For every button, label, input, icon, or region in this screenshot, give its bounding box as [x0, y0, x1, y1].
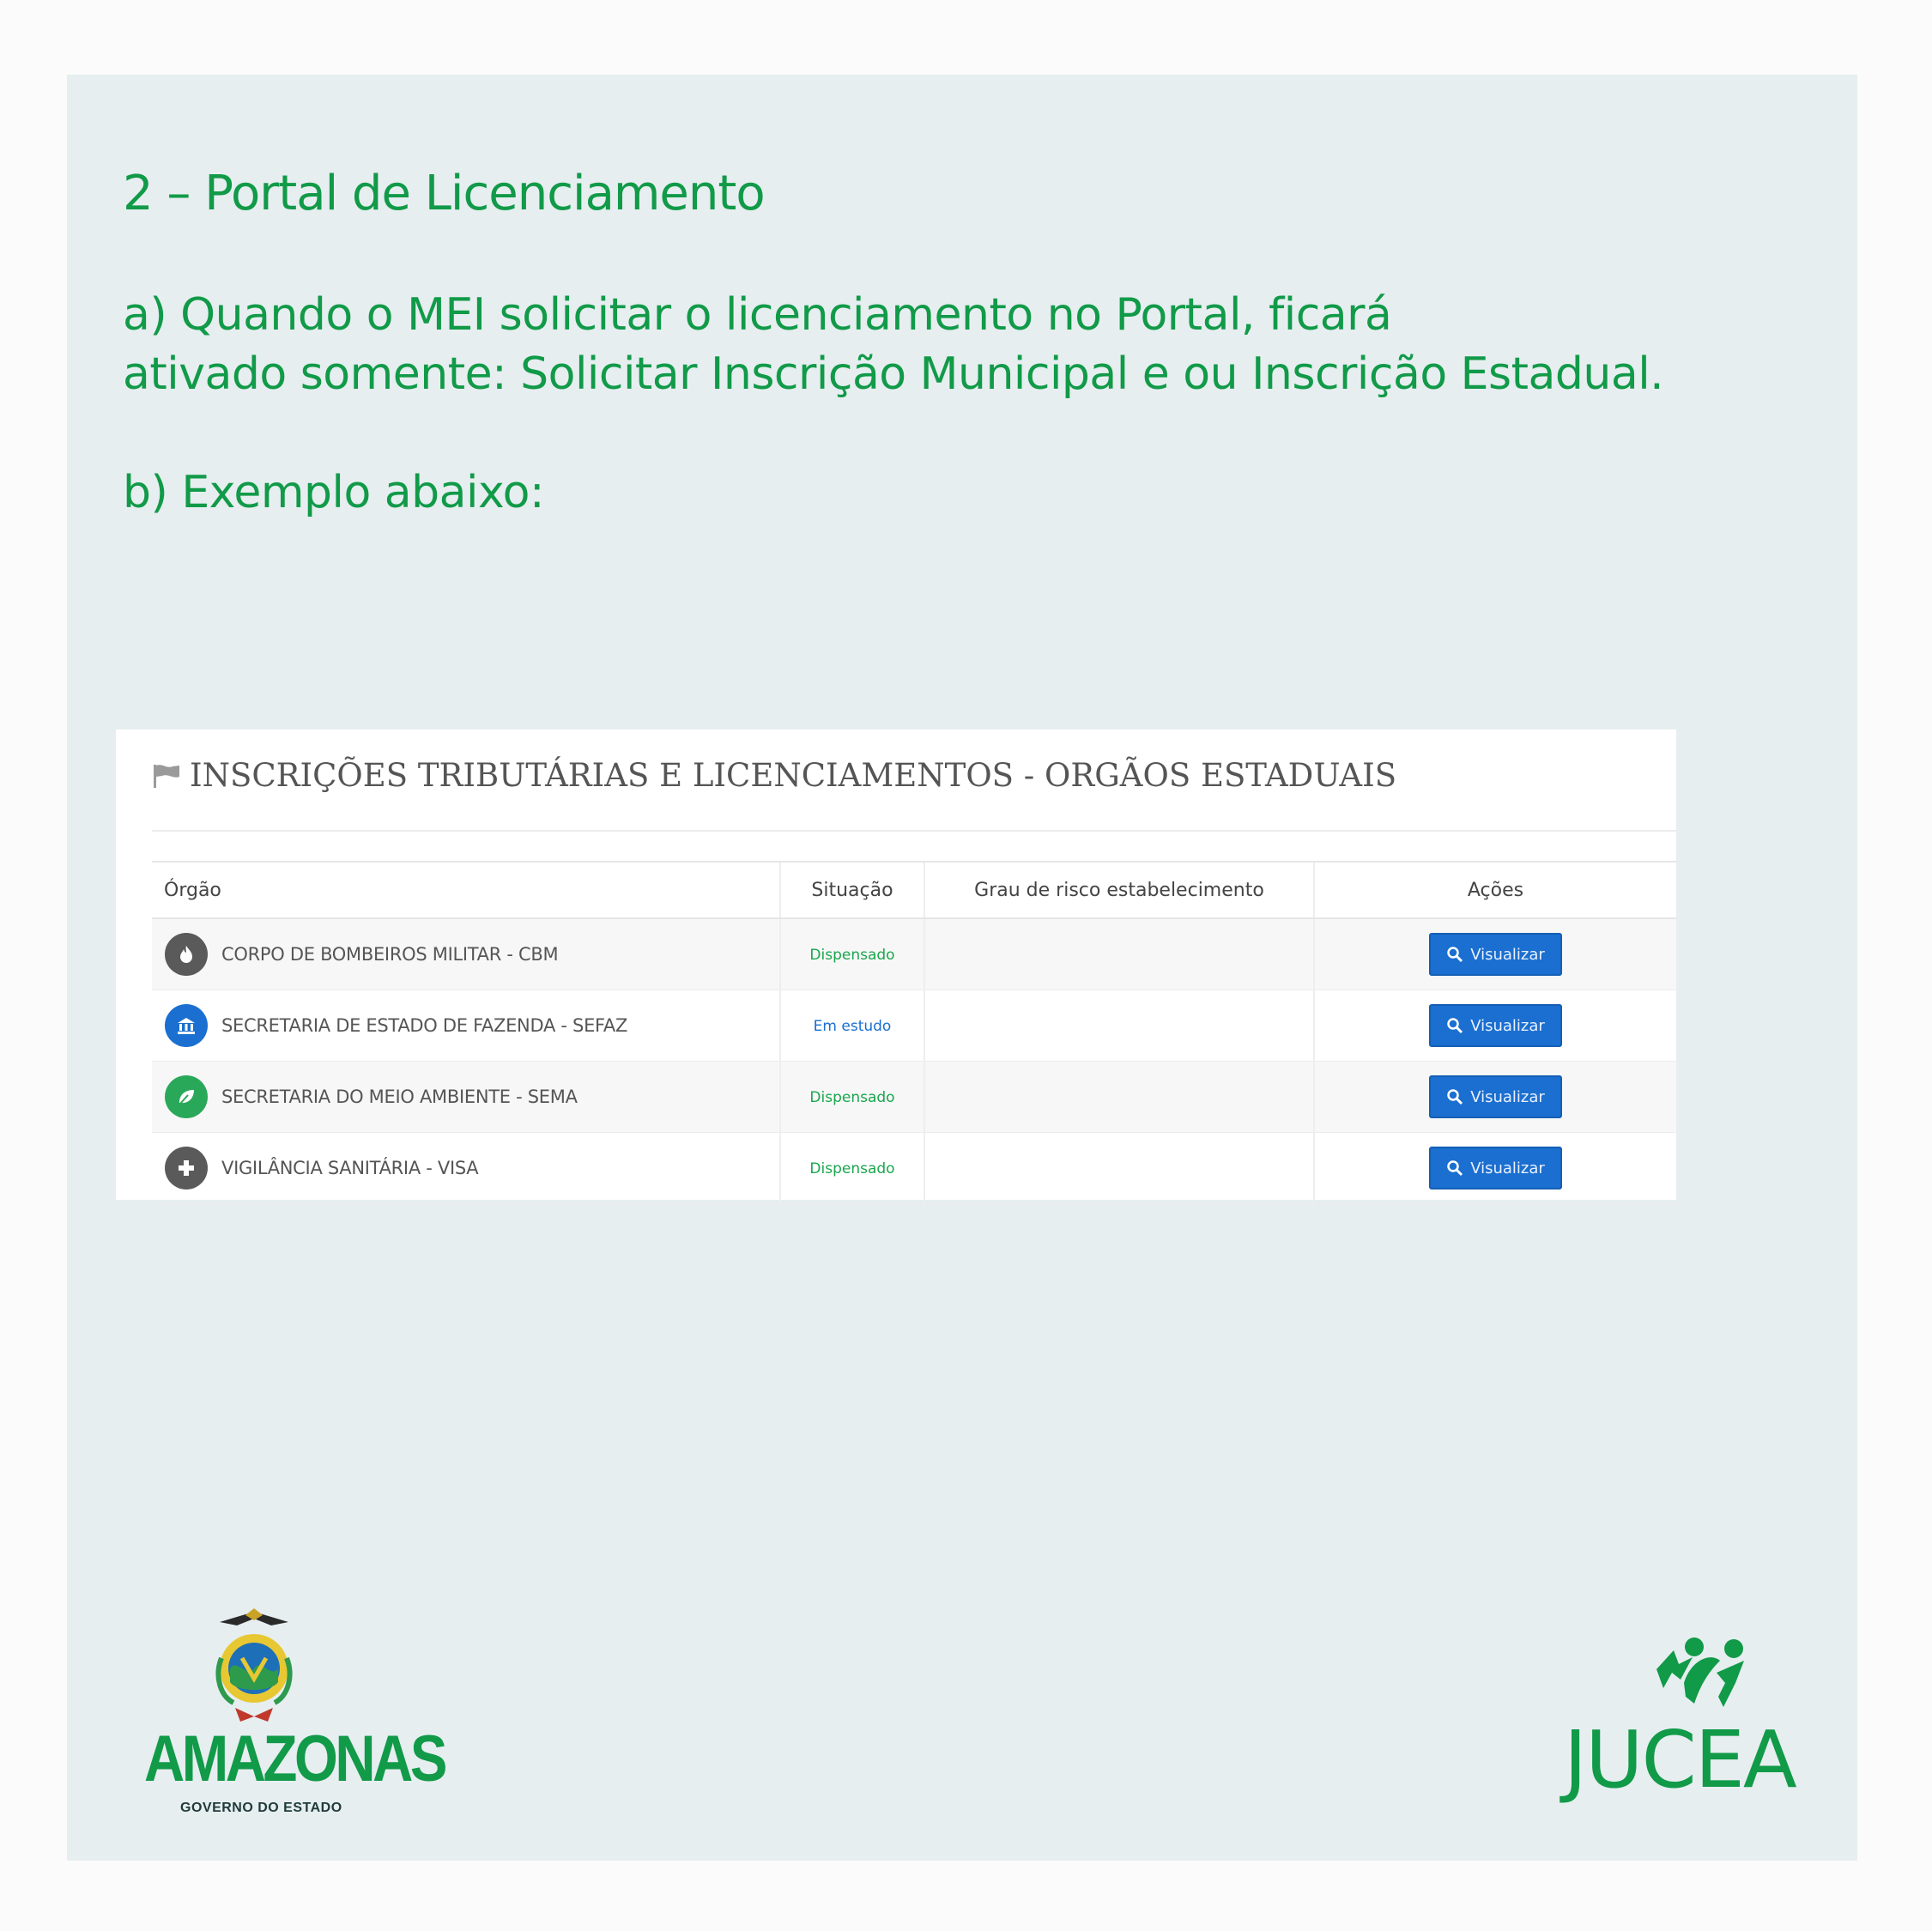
table-row	[152, 1133, 1676, 1204]
table-header-row	[152, 862, 1676, 918]
health-icon	[165, 1147, 208, 1189]
search-icon	[1446, 1088, 1463, 1105]
amazonas-wordmark: AMAZONAS	[144, 1722, 445, 1795]
risk-cell	[924, 1133, 1314, 1204]
fire-icon	[165, 933, 208, 976]
org-name: SECRETARIA DO MEIO AMBIENTE - SEMA	[221, 1087, 578, 1107]
screenshot-title-text: INSCRIÇÕES TRIBUTÁRIAS E LICENCIAMENTOS - ORGÃOS ESTADUAIS	[190, 757, 1397, 794]
slide-heading: 2 – Portal de Licenciamento	[123, 166, 765, 221]
orgs-table	[152, 861, 1676, 1204]
table-row	[152, 918, 1676, 990]
bank-icon	[165, 1004, 208, 1047]
org-name: CORPO DE BOMBEIROS MILITAR - CBM	[221, 944, 559, 965]
view-button[interactable]	[1429, 1004, 1562, 1047]
column-header-grau-risco[interactable]: Grau de risco estabelecimento	[924, 862, 1314, 918]
view-button-label: Visualizar	[1470, 1159, 1545, 1177]
status-badge: Dispensado	[809, 1159, 895, 1177]
status-badge: Dispensado	[809, 1088, 895, 1106]
search-icon	[1446, 946, 1463, 963]
risk-cell	[924, 990, 1314, 1062]
org-name: VIGILÂNCIA SANITÁRIA - VISA	[221, 1158, 479, 1178]
view-button[interactable]	[1429, 1147, 1562, 1189]
view-button[interactable]	[1429, 1075, 1562, 1118]
column-header-orgao[interactable]: Órgão	[152, 862, 780, 918]
paragraph-b: b) Exemplo abaixo:	[123, 467, 544, 518]
status-badge: Dispensado	[809, 946, 895, 964]
flag-icon	[152, 763, 181, 789]
jucea-figures-icon	[1650, 1635, 1753, 1708]
amazonas-logo	[144, 1607, 445, 1821]
risk-cell	[924, 918, 1314, 990]
table-row	[152, 990, 1676, 1062]
view-button-label: Visualizar	[1470, 1087, 1545, 1106]
status-badge: Em estudo	[813, 1017, 892, 1035]
paragraph-a	[123, 286, 1663, 404]
org-name: SECRETARIA DE ESTADO DE FAZENDA - SEFAZ	[221, 1015, 628, 1036]
title-divider	[152, 830, 1676, 832]
search-icon	[1446, 1017, 1463, 1034]
column-header-situacao[interactable]: Situação	[780, 862, 924, 918]
risk-cell	[924, 1062, 1314, 1133]
paragraph-a-line-1: a) Quando o MEI solicitar o licenciamento no Portal, ficará	[123, 289, 1392, 341]
leaf-icon	[165, 1075, 208, 1118]
jucea-wordmark: JUCEA	[1564, 1714, 1796, 1806]
portal-screenshot	[116, 729, 1676, 1200]
amazonas-subtitle: GOVERNO DO ESTADO	[180, 1801, 342, 1815]
view-button-label: Visualizar	[1470, 1016, 1545, 1035]
search-icon	[1446, 1159, 1463, 1177]
jucea-logo	[1564, 1635, 1804, 1807]
table-row	[152, 1062, 1676, 1133]
view-button-label: Visualizar	[1470, 945, 1545, 964]
view-button[interactable]	[1429, 933, 1562, 976]
column-header-acoes: Ações	[1314, 862, 1676, 918]
paragraph-a-line-2: ativado somente: Solicitar Inscrição Municipal e ou Inscrição Estadual.	[123, 348, 1664, 400]
coat-of-arms-icon	[211, 1607, 297, 1727]
screenshot-title	[152, 757, 1396, 794]
